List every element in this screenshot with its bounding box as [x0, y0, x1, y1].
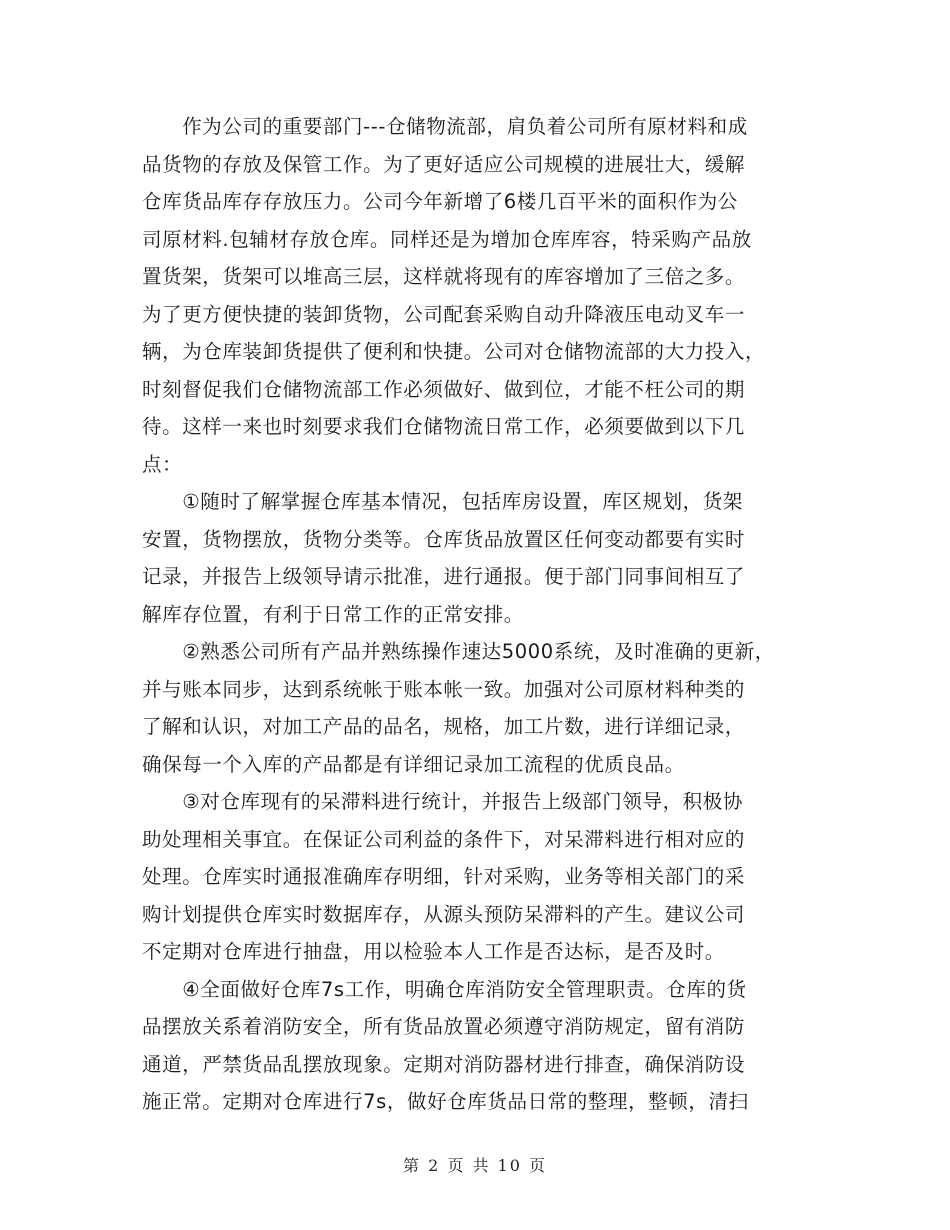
text-line: ③对仓库现有的呆滞料进行统计，并报告上级部门领导，积极协 [142, 790, 743, 813]
text-line: ④全面做好仓库7s工作，明确仓库消防安全管理职责。仓库的货 [142, 977, 747, 1001]
text-line: 点： [142, 452, 183, 476]
body-text [142, 108, 832, 1121]
text-line: 并与账本同步，达到系统帐于账本帐一致。加强对公司原材料种类的 [142, 677, 746, 701]
text-line: 处理。仓库实时通报准确库存明细，针对采购，业务等相关部门的采 [142, 865, 746, 888]
text-line: 通道，严禁货品乱摆放现象。定期对消防器材进行排查，确保消防设 [142, 1052, 746, 1076]
text-line: 为了更方便快捷的装卸货物，公司配套采购自动升降液压电动叉车一 [142, 302, 746, 326]
text-line: 不定期对仓库进行抽盘，用以检验本人工作是否达标，是否及时。 [142, 940, 725, 963]
text-line: 作为公司的重要部门---仓储物流部，肩负着公司所有原材料和成 [142, 115, 748, 138]
text-line: 辆，为仓库装卸货提供了便利和快捷。公司对仓储物流部的大力投入， [142, 340, 766, 363]
text-line: 助处理相关事宜。在保证公司利益的条件下，对呆滞料进行相对应的 [142, 827, 746, 851]
text-line: 确保每一个入库的产品都是有详细记录加工流程的优质良品。 [142, 752, 685, 776]
text-line: 记录，并报告上级领导请示批准，进行通报。便于部门同事间相互了 [142, 565, 746, 588]
text-line: 安置，货物摆放，货物分类等。仓库货品放置区任何变动都要有实时 [142, 527, 746, 551]
page-footer: 第 2 页 共 10 页 [403, 1156, 547, 1175]
text-line: 置货架，货架可以堆高三层，这样就将现有的库容增加了三倍之多。 [142, 265, 746, 288]
text-line: 解库存位置，有利于日常工作的正常安排。 [142, 602, 524, 626]
text-line: 仓库货品库存存放压力。公司今年新增了6楼几百平米的面积作为公 [142, 190, 738, 213]
text-line: 品货物的存放及保管工作。为了更好适应公司规模的进展壮大，缓解 [142, 152, 746, 176]
text-line: ①随时了解掌握仓库基本情况，包括库房设置，库区规划，货架 [142, 490, 743, 513]
text-line: 时刻督促我们仓储物流部工作必须做好、做到位，才能不枉公司的期 [142, 377, 746, 401]
text-line: 司原材料.包辅材存放仓库。同样还是为增加仓库库容，特采购产品放 [142, 227, 752, 251]
text-line: 品摆放关系着消防安全，所有货品放置必须遵守消防规定，留有消防 [142, 1015, 746, 1038]
text-line: ②熟悉公司所有产品并熟练操作速达5000系统，及时准确的更新， [142, 640, 775, 663]
text-line: 了解和认识，对加工产品的品名，规格，加工片数，进行详细记录， [142, 715, 746, 738]
text-line: 购计划提供仓库实时数据库存，从源头预防呆滞料的产生。建议公司 [142, 902, 746, 926]
text-line: 施正常。定期对仓库进行7s，做好仓库货品日常的整理，整顿，清扫 [142, 1090, 749, 1113]
text-line: 待。这样一来也时刻要求我们仓储物流日常工作，必须要做到以下几 [142, 415, 746, 438]
